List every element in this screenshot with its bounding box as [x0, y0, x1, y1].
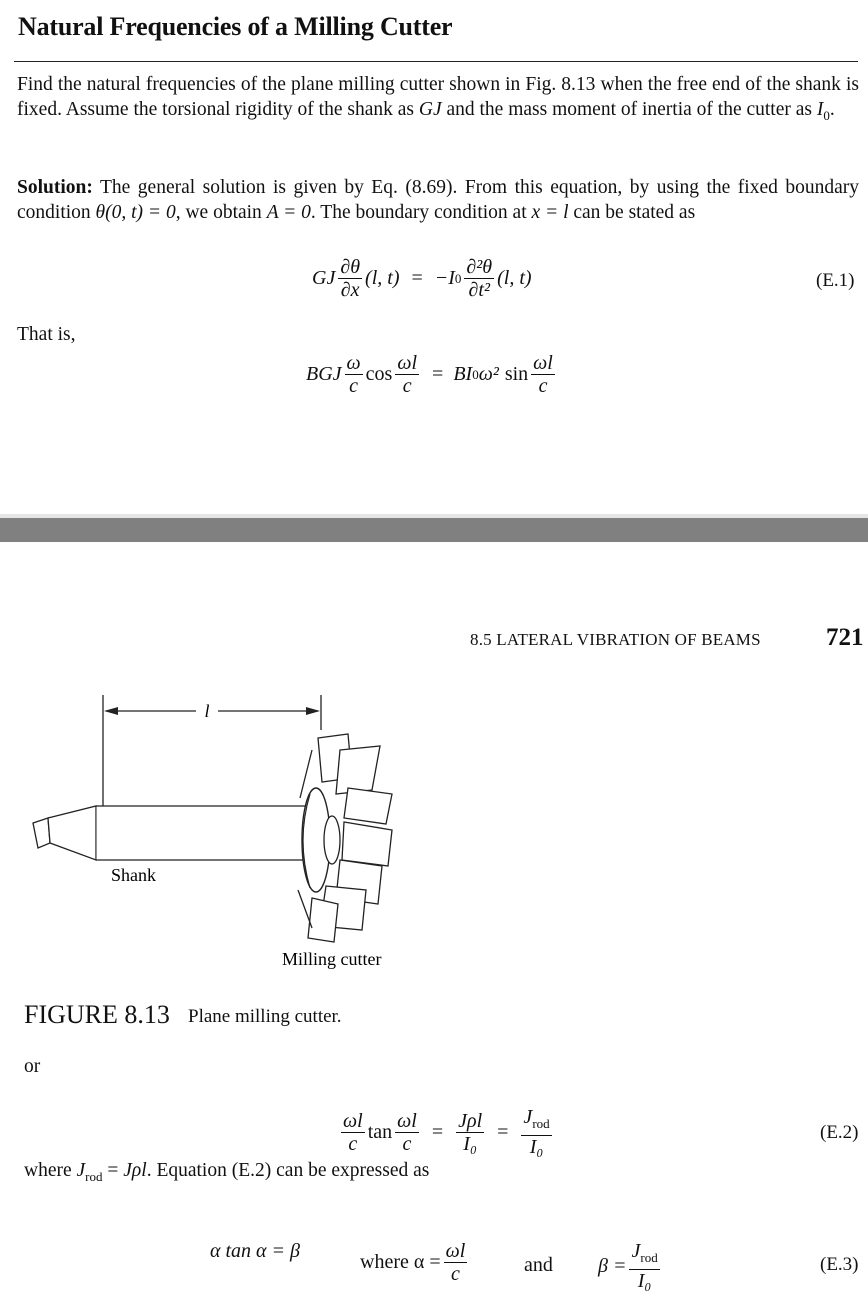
- equation-e3-beta: β = $\frac{J_{rod}}{\text{I₀}}$: [598, 1240, 658, 1292]
- fraction: $\frac{J_{rod}}{\text{I₀}}$: [631, 1240, 658, 1292]
- fraction: $\frac{\omega l}{c}$: [445, 1240, 466, 1285]
- where-line: where $J_{rod} = J\rho l$. Equation (E.2) can be expressed as: [24, 1160, 430, 1184]
- page-title: Natural Frequencies of a Milling Cutter: [18, 12, 453, 41]
- equation-e3: α tan α = β: [210, 1240, 301, 1262]
- dimension-label: l: [204, 701, 210, 721]
- fraction: $\frac{\omega l}{c}$: [343, 1109, 363, 1155]
- equation-bgj: BGJ $\frac{\omega}{c}$ cos $\frac{\omega l}{c}$ = BI 0 ω² sin $\frac{\omega l}{c}$: [306, 352, 553, 397]
- fraction: $\frac{\partial\theta}{\partial x}$: [340, 256, 361, 301]
- fraction: $\frac{J_{rod}}{\text{I₀}}$: [523, 1106, 550, 1158]
- page-number: 721: [826, 624, 864, 651]
- fraction: $\frac{\omega}{c}$: [346, 352, 361, 397]
- milling-cutter-figure: [0, 690, 460, 980]
- shank-tip: [33, 818, 50, 848]
- solution-label: Solution:: [17, 177, 93, 198]
- fraction: $\frac{\omega l}{c}$: [533, 352, 553, 397]
- equation-number-e1: (E.1): [816, 270, 855, 291]
- shank-taper: [48, 806, 96, 860]
- figure-label: FIGURE 8.13: [24, 1000, 170, 1029]
- equation-e2: $\frac{\omega l}{c}$ tan $\frac{\omega l}{c}$ = $\frac{\text{Jρl}}{\text{I₀}}$ = $\frac{J_{rod}}{\text{I₀}}$: [343, 1106, 550, 1158]
- solution-paragraph: Solution: The general solution is given by Eq. (8.69). From this equation, by using the fixed boundary condition θ(0, t) = 0, we obtain A = 0. The boundary condition at x = l can be stated as: [17, 177, 859, 223]
- title-rule: [14, 61, 858, 62]
- that-is-text: That is,: [17, 324, 76, 345]
- fraction: $\frac{\omega l}{c}$: [397, 1109, 417, 1155]
- problem-statement: Find the natural frequencies of the plane milling cutter shown in Fig. 8.13 when the free end of the shank is fixed. Assume the torsional rigidity of the shank as GJ and the mass moment of inertia of the cutter as $I_0$.: [17, 74, 859, 123]
- fraction: $\frac{\text{∂²θ}}{\text{∂t²}}$: [466, 256, 493, 301]
- equation-number-e2: (E.2): [820, 1122, 859, 1143]
- dimension-arrow-left-icon: [104, 707, 118, 715]
- dimension-arrow-right-icon: [306, 707, 320, 715]
- running-header-section: 8.5 LATERAL VIBRATION OF BEAMS: [470, 630, 761, 649]
- page-separator: [0, 518, 868, 542]
- milling-cutter-label: Milling cutter: [282, 949, 382, 969]
- shank-body: [96, 806, 326, 860]
- figure-caption: Plane milling cutter.: [188, 1006, 342, 1027]
- equation-e3-where: where α = $\frac{\omega l}{c}$: [360, 1240, 466, 1285]
- cutter-hub: [324, 816, 340, 864]
- fraction: $\frac{\omega l}{c}$: [397, 352, 418, 397]
- shank-label: Shank: [111, 865, 156, 885]
- fraction: $\frac{\text{Jρl}}{\text{I₀}}$: [458, 1109, 483, 1155]
- equation-number-e3: (E.3): [820, 1254, 859, 1275]
- equation-e1: GJ $\frac{\partial\theta}{\partial x}$ (l, t) = −I 0 $\frac{\text{∂²θ}}{\text{∂t²}}$ (l, t): [312, 256, 532, 301]
- or-text: or: [24, 1056, 41, 1077]
- equation-e3-and: and: [524, 1254, 553, 1276]
